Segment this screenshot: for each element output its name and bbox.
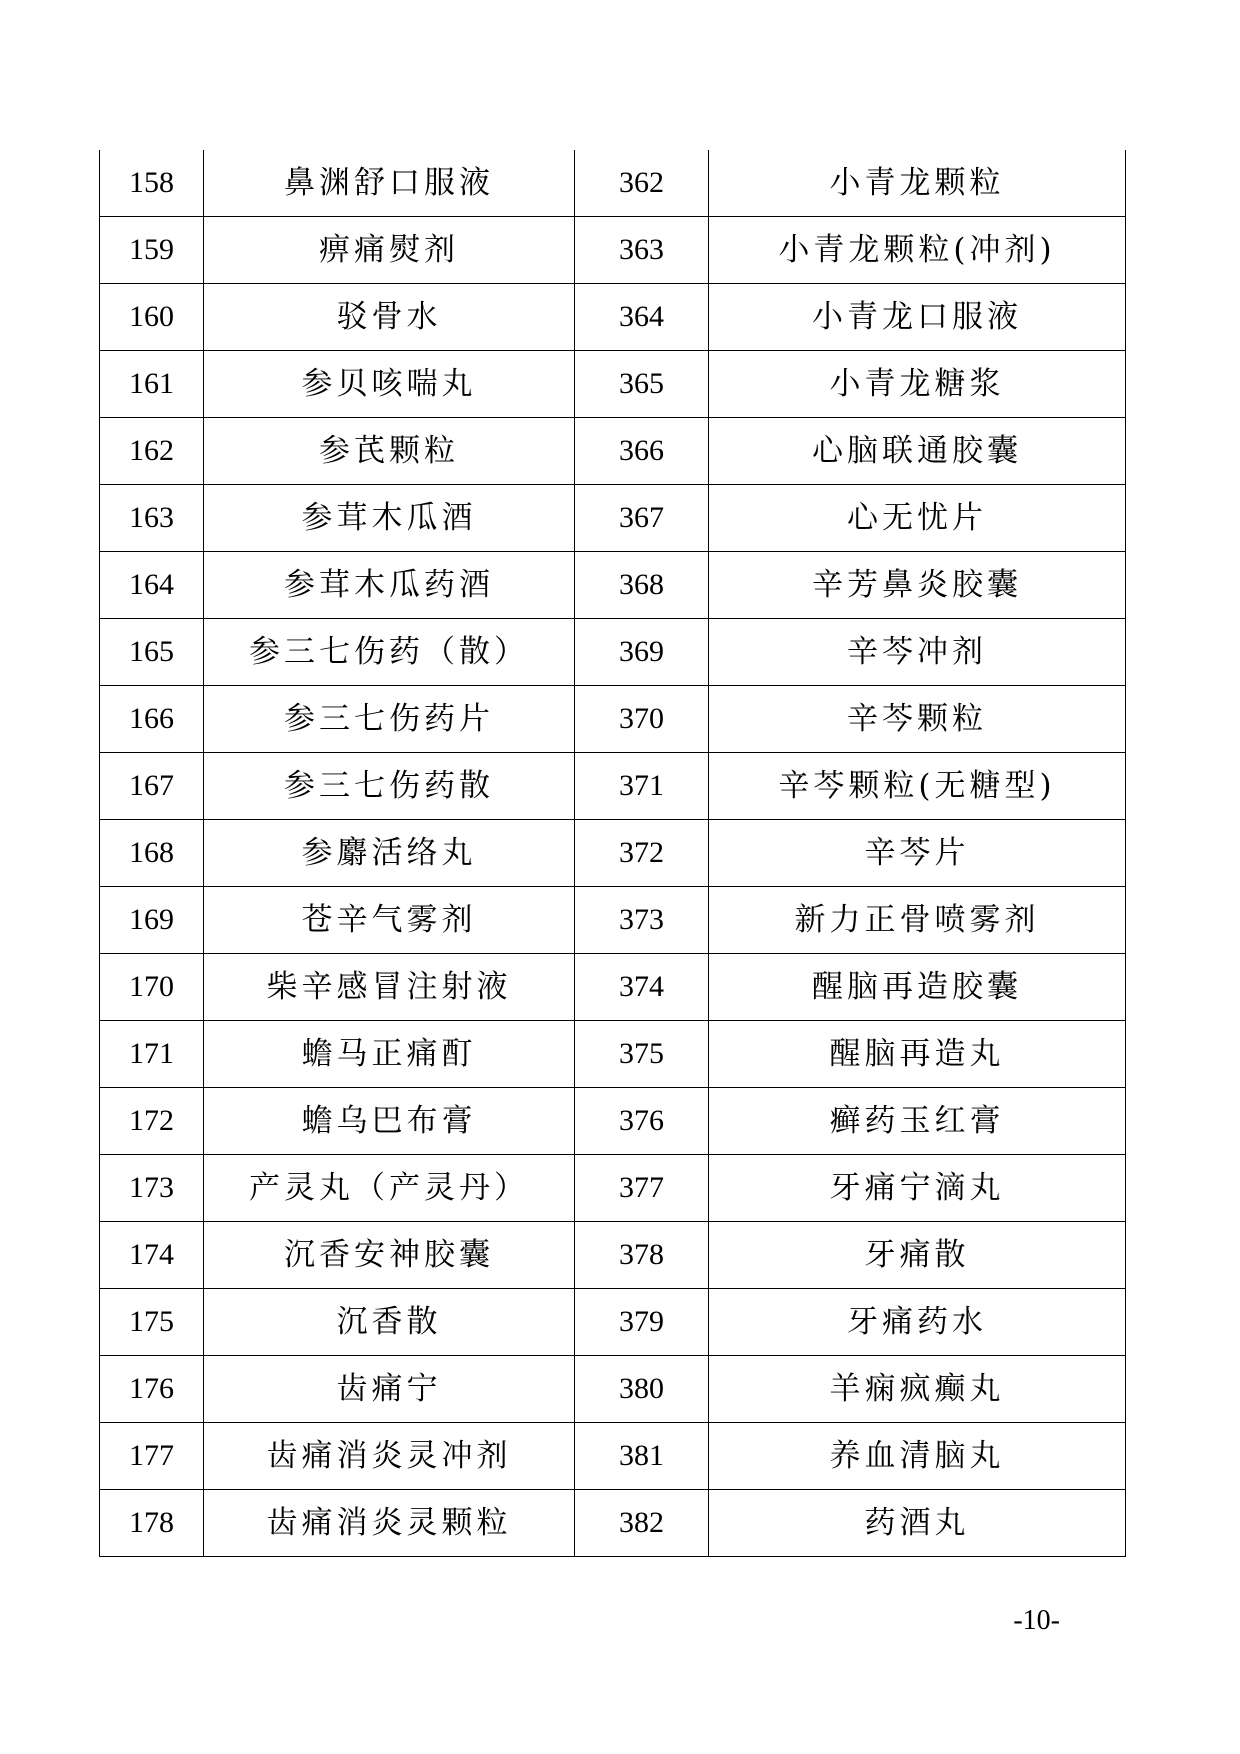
table-row [100, 217, 1126, 284]
left-item-number: 164 [100, 552, 204, 619]
right-item-name: 小青龙糖浆 [709, 351, 1126, 418]
table-row [100, 1289, 1126, 1356]
right-item-name: 醒脑再造丸 [709, 1021, 1126, 1088]
right-item-number: 368 [575, 552, 709, 619]
right-item-name: 辛芩冲剂 [709, 619, 1126, 686]
left-item-name: 参三七伤药散 [204, 753, 575, 820]
left-item-name: 驳骨水 [204, 284, 575, 351]
table-row [100, 418, 1126, 485]
left-item-name: 沉香散 [204, 1289, 575, 1356]
right-item-name: 牙痛药水 [709, 1289, 1126, 1356]
right-item-name: 药酒丸 [709, 1490, 1126, 1557]
left-item-name: 苍辛气雾剂 [204, 887, 575, 954]
table-body [100, 150, 1126, 1557]
right-item-name: 辛芩颗粒(无糖型) [709, 753, 1126, 820]
right-item-number: 380 [575, 1356, 709, 1423]
table-row [100, 887, 1126, 954]
left-item-number: 169 [100, 887, 204, 954]
table-row [100, 1490, 1126, 1557]
left-item-number: 177 [100, 1423, 204, 1490]
table-row [100, 351, 1126, 418]
right-item-number: 366 [575, 418, 709, 485]
table-row [100, 686, 1126, 753]
right-item-number: 362 [575, 150, 709, 217]
left-item-number: 176 [100, 1356, 204, 1423]
left-item-number: 163 [100, 485, 204, 552]
right-item-number: 371 [575, 753, 709, 820]
right-item-number: 365 [575, 351, 709, 418]
right-item-number: 379 [575, 1289, 709, 1356]
right-item-name: 癣药玉红膏 [709, 1088, 1126, 1155]
table-row [100, 485, 1126, 552]
left-item-name: 参三七伤药（散） [204, 619, 575, 686]
right-item-name: 养血清脑丸 [709, 1423, 1126, 1490]
table-row [100, 820, 1126, 887]
left-item-name: 鼻渊舒口服液 [204, 150, 575, 217]
right-item-number: 381 [575, 1423, 709, 1490]
right-item-name: 新力正骨喷雾剂 [709, 887, 1126, 954]
right-item-number: 375 [575, 1021, 709, 1088]
table-row [100, 552, 1126, 619]
right-item-number: 382 [575, 1490, 709, 1557]
table-row [100, 954, 1126, 1021]
table-row [100, 1021, 1126, 1088]
left-item-number: 159 [100, 217, 204, 284]
left-item-name: 沉香安神胶囊 [204, 1222, 575, 1289]
right-item-number: 377 [575, 1155, 709, 1222]
table-row [100, 1088, 1126, 1155]
table-row [100, 753, 1126, 820]
right-item-number: 363 [575, 217, 709, 284]
right-item-name: 醒脑再造胶囊 [709, 954, 1126, 1021]
left-item-number: 172 [100, 1088, 204, 1155]
right-item-name: 辛芳鼻炎胶囊 [709, 552, 1126, 619]
left-item-name: 柴辛感冒注射液 [204, 954, 575, 1021]
right-item-number: 376 [575, 1088, 709, 1155]
left-item-number: 158 [100, 150, 204, 217]
right-item-number: 369 [575, 619, 709, 686]
left-item-number: 168 [100, 820, 204, 887]
left-item-name: 痹痛熨剂 [204, 217, 575, 284]
left-item-name: 齿痛宁 [204, 1356, 575, 1423]
left-item-name: 参芪颗粒 [204, 418, 575, 485]
right-item-number: 378 [575, 1222, 709, 1289]
right-item-number: 372 [575, 820, 709, 887]
left-item-name: 齿痛消炎灵冲剂 [204, 1423, 575, 1490]
right-item-name: 心脑联通胶囊 [709, 418, 1126, 485]
left-item-number: 173 [100, 1155, 204, 1222]
left-item-name: 参茸木瓜酒 [204, 485, 575, 552]
drug-list-table [99, 150, 1126, 1557]
left-item-name: 蟾乌巴布膏 [204, 1088, 575, 1155]
table-row [100, 619, 1126, 686]
left-item-number: 170 [100, 954, 204, 1021]
right-item-name: 心无忧片 [709, 485, 1126, 552]
left-item-number: 161 [100, 351, 204, 418]
table-row [100, 1222, 1126, 1289]
right-item-name: 羊痫疯癫丸 [709, 1356, 1126, 1423]
left-item-name: 产灵丸（产灵丹） [204, 1155, 575, 1222]
right-item-name: 辛芩颗粒 [709, 686, 1126, 753]
left-item-number: 162 [100, 418, 204, 485]
left-item-name: 参贝咳喘丸 [204, 351, 575, 418]
left-item-name: 参三七伤药片 [204, 686, 575, 753]
left-item-number: 171 [100, 1021, 204, 1088]
right-item-name: 小青龙颗粒 [709, 150, 1126, 217]
right-item-number: 367 [575, 485, 709, 552]
table-row [100, 1356, 1126, 1423]
left-item-number: 175 [100, 1289, 204, 1356]
left-item-name: 参茸木瓜药酒 [204, 552, 575, 619]
left-item-number: 174 [100, 1222, 204, 1289]
left-item-number: 166 [100, 686, 204, 753]
table-row [100, 1423, 1126, 1490]
right-item-number: 370 [575, 686, 709, 753]
left-item-name: 齿痛消炎灵颗粒 [204, 1490, 575, 1557]
right-item-number: 374 [575, 954, 709, 1021]
left-item-number: 160 [100, 284, 204, 351]
right-item-name: 牙痛宁滴丸 [709, 1155, 1126, 1222]
table-row [100, 150, 1126, 217]
right-item-name: 小青龙口服液 [709, 284, 1126, 351]
table-row [100, 1155, 1126, 1222]
left-item-number: 165 [100, 619, 204, 686]
right-item-name: 辛芩片 [709, 820, 1126, 887]
left-item-name: 参麝活络丸 [204, 820, 575, 887]
left-item-number: 167 [100, 753, 204, 820]
left-item-number: 178 [100, 1490, 204, 1557]
page-number: -10- [1013, 1605, 1060, 1636]
right-item-number: 364 [575, 284, 709, 351]
left-item-name: 蟾马正痛酊 [204, 1021, 575, 1088]
right-item-name: 小青龙颗粒(冲剂) [709, 217, 1126, 284]
right-item-name: 牙痛散 [709, 1222, 1126, 1289]
table-row [100, 284, 1126, 351]
right-item-number: 373 [575, 887, 709, 954]
